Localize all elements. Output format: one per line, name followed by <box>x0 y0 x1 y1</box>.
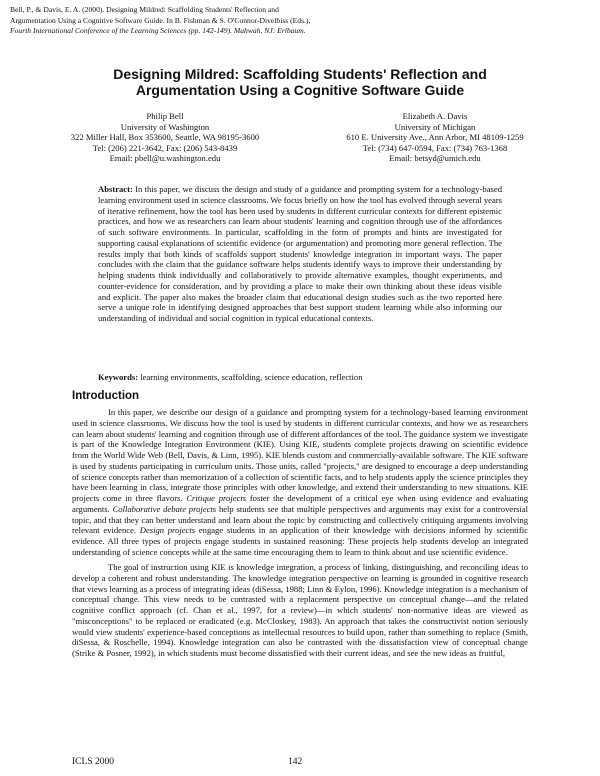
paper-title <box>40 66 560 98</box>
title-line: Argumentation Using a Cognitive Software Guide <box>135 82 465 98</box>
author-block-davis <box>300 111 570 164</box>
abstract-label: Abstract: <box>98 184 133 194</box>
paragraph-text: In this paper, we describe our design of a guidance and prompting system for a technology-based learning environment used in science classrooms. We discuss how the tool is used by students in different curricular contexts, and how we as researchers can learn about students' learning and cognition through use of different affordances of the tool. The guidance system we investigate is part of the Knowledge Integration Environment (KIE). Using KIE, students complete projects drawing on scientific evidence from the World Wide Web (Bell, Davis, & Linn, 1995). KIE blends custom and commercially-available software. The KIE software is used by students participating in curriculum units. Those units, called "projects," are designed to encourage a deep understanding of science concepts rather than memorization of a collection of scientific facts, and to help students apply the science principles they have been learning in class, integrate those principles with other knowledge, and extend their understanding to new situations. KIE projects come in three flavors. <box>72 407 528 503</box>
paragraph-emphasis: Design projects <box>139 525 196 536</box>
abstract <box>98 184 502 324</box>
citation-block <box>10 5 430 37</box>
author-block-bell <box>30 111 300 164</box>
footer-conference: ICLS 2000 <box>72 757 114 767</box>
paragraph-emphasis: Collaborative debate projects <box>112 503 217 514</box>
author-name: Philip Bell <box>146 111 184 121</box>
keywords-label: Keywords: <box>98 372 139 382</box>
title-line: Designing Mildred: Scaffolding Students' Reflection and <box>113 66 487 82</box>
paragraph-text: The goal of instruction using KIE is knowledge integration, a process of linking, distinguishing, and reconciling ideas to develop a coherent and robust understanding. The knowledge integration perspective on learning is grounded in cognitive research that views learning as a process of integrating ideas (diSessa, 1988; Linn & Eylon, 1996). Knowledge integration is a mechanism of conceptual change. This view needs to be contrasted with a replacement perspective on conceptual change—and the related cognitive conflict approach (cf. Chan et al., 1997, for a review)—in which students' non-normative ideas are viewed as "misconceptions" to be replaced or eradicated (e.g. McCloskey, 1983). An approach that takes the constructivist notion seriously would view students' experience-based conceptions as intellectual resources to build upon, rather than something to replace (Smith, diSessa, & Roschelle, 1994). Knowledge integration can also be contrasted with the dissatisfaction view of conceptual change (Strike & Posner, 1992), in which students must become dissatisfied with their current ideas, and see the new ideas as fruitful, <box>72 562 528 658</box>
section-heading-introduction: Introduction <box>72 390 140 402</box>
author-address: 610 E. University Ave., Ann Arbor, MI 48109-1259 <box>346 132 524 143</box>
paragraph <box>72 562 528 659</box>
author-address: 322 Miller Hall, Box 353600, Seattle, WA 98195-3600 <box>70 132 260 143</box>
author-affiliation: University of Washington <box>120 121 210 132</box>
abstract-text: In this paper, we discuss the design and study of a guidance and prompting system for a technology-based learning environment used in science classrooms. We focus briefly on how the tool has evolved through several years of iterative refinement, how the tool has been used by students in different curricular contexts for different epistemic practices, and how we as researchers can learn about students' learning and cognition through use of the affordances of such software environments. In particular, scaffolding in the form of prompts and hints are investigated for supporting causal explanations of scientific evidence (or argumentation) and promoting more general reflection. The results imply that both kinds of scaffolds support students' knowledge integration in important ways. The paper concludes with the claim that the guidance software helps students identify ways to improve their understanding by helping students think individually and collaboratively to provide alternative examples, thought experiments, and counter-evidence for consideration, and by providing a place to make their own thinking about these ideas visible and explicit. The paper also makes the broader claim that educational design studies such as the two reported here serve a unique role in identifying designed approaches that best support student learning while also informing our understanding of individual and social cognition in typical educational contexts. <box>98 184 502 323</box>
paragraph-text: engage students in an application of their knowledge with decisions informed by scientific evidence. All three types of projects engage students in sustained reasoning: These projects help students develop an integrated understanding of science concepts while at the same time encouraging them to learn to think about and use scientific evidence. <box>72 525 528 557</box>
author-phone: Tel: (206) 221-3642, Fax: (206) 543-8439 <box>92 142 238 153</box>
paragraph-text: help students see that multiple perspectives and arguments may exist for a controversial topic, and that they can better understand and learn about the topic by constructing and collectively critiquing arguments involving relevant evidence. <box>72 503 528 536</box>
author-email: Email: betsyd@umich.edu <box>389 153 481 164</box>
author-phone: Tel: (734) 647-0594, Fax: (734) 763-1368 <box>362 142 508 153</box>
author-affiliation: University of Michigan <box>394 121 476 132</box>
citation-line: Bell, P., & Davis, E. A. (2000). Designing Mildred: Scaffolding Students' Reflection and <box>10 5 279 14</box>
citation-line: Argumentation Using a Cognitive Software Guide. In B. Fishman & S. O'Connor-Divelbiss (Eds.), <box>10 15 311 25</box>
author-name: Elizabeth A. Davis <box>402 111 468 121</box>
keywords <box>98 372 502 383</box>
paragraph-emphasis: Critique projects <box>186 493 247 503</box>
paragraph <box>72 407 528 558</box>
author-email: Email: pbell@u.washington.edu <box>109 153 221 164</box>
keywords-text: learning environments, scaffolding, science education, reflection <box>140 372 363 382</box>
citation-line: Fourth International Conference of the Learning Sciences (pp. 142-149). Mahwah, NJ: Erlbaum. <box>10 26 306 35</box>
paragraph-text: foster the development of a critical eye when using evidence and evaluating arguments. <box>72 493 528 514</box>
page-number: 142 <box>288 757 303 767</box>
